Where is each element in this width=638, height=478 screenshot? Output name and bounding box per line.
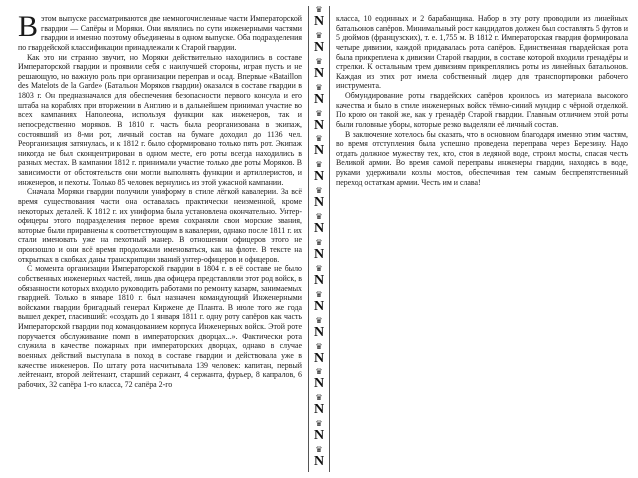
band-ornament <box>314 368 324 394</box>
crown-icon: ♛ <box>315 56 323 66</box>
decorative-band <box>307 6 331 472</box>
band-border-left <box>308 6 309 472</box>
band-ornament <box>314 213 324 239</box>
crown-icon: ♛ <box>315 186 323 196</box>
napoleon-n-icon: N <box>313 169 325 185</box>
napoleon-n-icon: N <box>313 143 325 159</box>
crown-icon: ♛ <box>315 393 323 403</box>
napoleon-n-icon: N <box>313 91 325 107</box>
band-ornament <box>314 84 324 110</box>
band-border-right <box>329 6 330 472</box>
crown-icon: ♛ <box>315 134 323 144</box>
band-ornament <box>314 420 324 446</box>
band-ornament <box>314 446 324 472</box>
paragraph: Обмундирование роты гвардейских сапёров кроилось из материала высокого качества и было в стиле инженерных войск тёмно-синий мундир с чёрной отделкой. По крою он такой же, как у гренадёр Старой гвардии. Главным отличием этой роты были головные уборы, которые резко выделяли её личный состав. <box>336 91 628 129</box>
paragraph-text: этом выпуске рассматриваются две немногочисленные части Императорской гвардии — Сапёры и Моряки. Они являлись по сути инженерными частями гвардии и именно поэтому объединены в одном выпуске. Оба подразделения по гвардейской классификации принадлежали к Старой гвардии. <box>18 14 302 52</box>
crown-icon: ♛ <box>315 30 323 40</box>
napoleon-n-icon: N <box>313 454 325 470</box>
napoleon-n-icon: N <box>313 247 325 263</box>
drop-cap: В <box>18 10 39 43</box>
crown-icon: ♛ <box>315 289 323 299</box>
napoleon-n-icon: N <box>313 350 325 366</box>
band-ornament <box>314 110 324 136</box>
crown-icon: ♛ <box>315 445 323 455</box>
paragraph: С момента организации Императорской гвардии в 1804 г. в её составе не было собственных инженерных частей, лишь два офицера представляли этот род войск, в обязанности которых входило руководить работами по ремонту казарм, занимаемых гвардией. Только в январе 1810 г. был назначен командующий Инженерными войсками гвардии бригадный генерал Киржене де Планта. В июле того же года вышел декрет, гласивший: «создать до 1 января 1811 г. одну роту сапёров как часть Императорской гвардии под командованием корпуса Инженерных войск. Этой роте поручается обслуживание помп в императорских дворцах...». Фактически рота служила в качестве пожарных при императорских дворцах, однако в случае военных действий выступала в поход в составе гвардии и действовала уже в качестве инженеров. По штату рота насчитывала 139 человек: капитан, первый лейтенант, второй лейтенант, старший сержант, 4 сержанта, фурьер, 8 капралов, 6 рабочих, 32 сапёра 1-го класса, 72 сапёра 2-го <box>18 264 302 389</box>
napoleon-n-icon: N <box>313 428 325 444</box>
band-ornament <box>314 6 324 32</box>
band-ornament <box>314 394 324 420</box>
paragraph: Как это ни странно звучит, но Моряки действительно находились в составе Императорской гвардии и проявили себя с наилучшей стороны, играя пусть и не решающую, но важную роль при организации переправ и осад. Впервые «Bataillon des Matelots de la Garde» (Батальон Моряков гвардии) оказался в составе гвардии в 1803 г. Он предназначался для обеспечения безопасности первого консула и его штаба на кораблях при вторжении в Англию и в дальнейшем принимал участие во всех кампаниях Наполеона, используя функции как инженеров, так и непосредственно моряков. В 1810 г. часть была реорганизована в экипаж, состоявший из 8-ми рот, личный состав на бумаге доходил до 1136 чел. Реорганизация затянулась, и к 1812 г. было сформировано только пять рот. Экипаж никогда не был сконцентрирован в одном месте, его роты всегда находились в разных местах. В кампании 1812 г. принимали участие только две роты Моряков. В зависимости от обстоятельств они могли выполнять функции и артиллеристов, и инженеров, и пехоты. Только 85 человек вернулись из этой ужасной кампании. <box>18 52 302 187</box>
right-column <box>336 14 628 187</box>
band-ornament <box>314 161 324 187</box>
band-ornament <box>314 58 324 84</box>
napoleon-n-icon: N <box>313 195 325 211</box>
left-column <box>18 10 302 389</box>
napoleon-n-icon: N <box>313 324 325 340</box>
crown-icon: ♛ <box>315 212 323 222</box>
napoleon-n-icon: N <box>313 117 325 133</box>
napoleon-n-icon: N <box>313 298 325 314</box>
band-ornament <box>314 343 324 369</box>
band-ornament <box>314 265 324 291</box>
paragraph: Сначала Моряки гвардии получили униформу в стиле лёгкой кавалерии. За всё время существования части она оставалась практически неизменной, кроме некоторых деталей. К 1812 г. их униформа была установлена окончательно. Унтер-офицеры этого подразделения первое время сохраняли свои морские звания, которые были приравнены к соответствующим в кавалерии, однако после 1811 г. их стали именовать уже на пехотный манер. В отношении офицеров этого не произошло и они всё время продолжали именоваться, как на флоте. В тексте на открытках в скобках даны транскрипции званий унтер-офицеров и офицеров. <box>18 187 302 264</box>
crown-icon: ♛ <box>315 108 323 118</box>
paragraph: класса, 10 еодинных и 2 барабанщика. Набор в эту роту проводили из линейных батальонов сапёров. Минимальный рост кандидатов должен был составлять 5 футов и 5 дюймов (французских), т. е. 1,755 м. В 1812 г. Императорская гвардия формировала четыре дивизии, каждой придавалась рота сапёров. Единственная гвардейская рота была прикреплена к дивизии Старой гвардии, в составе которой входили гренадёры и стрелки. К остальным трем дивизиям прикреплялись роты из линейных батальонов. Каждая из этих рот имела собственный лидер для транспортировки рабочего инструмента. <box>336 14 628 91</box>
crown-icon: ♛ <box>315 82 323 92</box>
intro-paragraph <box>18 10 302 53</box>
napoleon-n-icon: N <box>313 376 325 392</box>
napoleon-n-icon: N <box>313 272 325 288</box>
paragraph: В заключение хотелось бы сказать, что в основном благодаря именно этим частям, во время отступления была успешно проведена переправа через Березину. Надо отдать должное мужеству тех, кто, стоя в ледяной воде, строил мосты, спасая честь Великой армии. Во время самой переправы инженеры гвардии, находясь в воде, руками удерживали козлы мостов, обеспечивая тем самым беспрепятственный переход остаткам армии. Честь им и слава! <box>336 129 628 187</box>
band-ornament <box>314 317 324 343</box>
band-ornament <box>314 187 324 213</box>
crown-icon: ♛ <box>315 238 323 248</box>
band-ornament <box>314 32 324 58</box>
crown-icon: ♛ <box>315 367 323 377</box>
crown-icon: ♛ <box>315 160 323 170</box>
napoleon-n-icon: N <box>313 65 325 81</box>
crown-icon: ♛ <box>315 341 323 351</box>
band-ornament <box>314 135 324 161</box>
napoleon-n-icon: N <box>313 14 325 29</box>
band-ornament <box>314 239 324 265</box>
napoleon-n-icon: N <box>313 221 325 237</box>
napoleon-n-icon: N <box>313 402 325 418</box>
band-ornament <box>314 291 324 317</box>
crown-icon: ♛ <box>315 263 323 273</box>
crown-icon: ♛ <box>315 315 323 325</box>
crown-icon: ♛ <box>315 419 323 429</box>
napoleon-n-icon: N <box>313 39 325 55</box>
crown-icon: ♛ <box>315 5 323 14</box>
